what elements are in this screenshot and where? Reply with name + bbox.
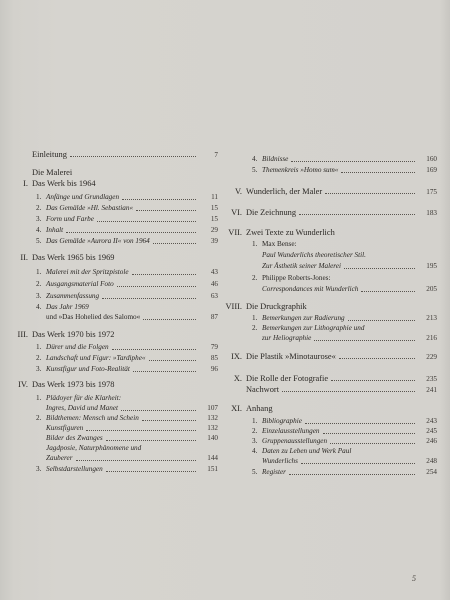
part-heading: Die Malerei — [32, 168, 73, 177]
dot-leader — [153, 243, 196, 244]
toc-page-number: 229 — [426, 353, 437, 361]
toc-entry-title: Plädoyer für die Klarheit: — [46, 394, 122, 402]
dot-leader — [70, 156, 196, 157]
toc-page-number: 107 — [207, 404, 218, 412]
item-number: 3. — [36, 292, 42, 300]
toc-page-number: 87 — [210, 313, 218, 321]
dot-leader — [314, 340, 415, 341]
section-roman-numeral: III. — [17, 330, 28, 339]
section-title-with-page: Wunderlich, der Maler — [246, 187, 323, 196]
toc-page-number: 46 — [210, 280, 218, 288]
toc-entry-title: Paul Wunderlichs theoretischer Stil. — [262, 251, 366, 259]
dot-leader — [112, 349, 196, 350]
dot-leader — [325, 193, 415, 194]
section-title-with-page: Die Zeichnung — [246, 208, 297, 217]
dot-leader — [106, 440, 196, 441]
item-number: 3. — [36, 465, 42, 473]
toc-entry-title: Wunderlichs — [262, 457, 298, 465]
section-title: Das Werk 1965 bis 1969 — [32, 253, 115, 262]
toc-entry-title: Register — [262, 468, 286, 476]
toc-entry-title: Bibliographie — [262, 417, 302, 425]
toc-entry-title: Form und Farbe — [46, 215, 94, 223]
toc-entry-title: Ingres, David und Manet — [46, 404, 118, 412]
toc-entry-title: Bemerkungen zur Lithographie und — [262, 324, 365, 332]
toc-entry-title: Kunstfigur und Foto-Realität — [46, 365, 130, 373]
dot-leader — [348, 320, 415, 321]
section-roman-numeral: VIII. — [225, 302, 242, 311]
dot-leader — [133, 371, 196, 372]
dot-leader — [106, 471, 196, 472]
section-roman-numeral: IV. — [18, 380, 28, 389]
toc-entry-title: Daten zu Leben und Werk Paul — [262, 447, 352, 455]
toc-entry-title: Kunstfiguren — [46, 424, 84, 432]
toc-entry-title: Ausgangsmaterial Foto — [46, 280, 114, 288]
section-roman-numeral: I. — [23, 179, 28, 188]
section-roman-numeral: V. — [234, 187, 242, 196]
section-roman-numeral: II. — [20, 253, 28, 262]
item-number: 2. — [36, 414, 42, 422]
item-number: 4. — [36, 303, 42, 311]
toc-entry-title: Landschaft und Figur: »Tardiphe« — [46, 354, 146, 362]
dot-leader — [97, 221, 196, 222]
item-number: 2. — [36, 354, 42, 362]
toc-page-number: 246 — [426, 437, 437, 445]
section-roman-numeral: VII. — [228, 228, 242, 237]
item-number: 2. — [252, 274, 258, 282]
item-number: 1. — [252, 314, 258, 322]
dot-leader — [291, 161, 415, 162]
toc-entry-title: Anfänge und Grundlagen — [46, 193, 120, 201]
toc-entry-title: Max Bense: — [262, 240, 297, 248]
toc-page-number: 248 — [426, 457, 437, 465]
toc-page-number: 15 — [210, 204, 218, 212]
item-number: 2. — [252, 324, 258, 332]
section-title: Das Werk 1970 bis 1972 — [32, 330, 115, 339]
toc-entry-title: Philippe Roberts-Jones: — [262, 274, 331, 282]
toc-entry-title: Zauberer — [46, 454, 73, 462]
toc-entry-title: Themenkreis »Homo sum« — [262, 166, 339, 174]
section-roman-numeral: XI. — [231, 404, 242, 413]
toc-page-number: 160 — [426, 155, 437, 163]
toc-entry-title: Inhalt — [46, 226, 64, 234]
toc-page-number: 43 — [210, 268, 218, 276]
item-number: 3. — [36, 215, 42, 223]
dot-leader — [136, 210, 196, 211]
dot-leader — [102, 298, 196, 299]
toc-page-number: 216 — [426, 334, 437, 342]
dot-leader — [330, 443, 415, 444]
toc-page-number: 11 — [211, 193, 218, 201]
toc-entry-title: Correspondances mit Wunderlich — [262, 285, 359, 293]
item-number: 1. — [36, 343, 42, 351]
item-number: 1. — [36, 268, 42, 276]
toc-page-number: 205 — [426, 285, 437, 293]
toc-page-number: 235 — [426, 375, 437, 383]
toc-page-number: 39 — [210, 237, 218, 245]
dot-leader — [299, 214, 415, 215]
toc-page-number: 175 — [426, 188, 437, 196]
toc-entry-title: Gruppenausstellungen — [262, 437, 328, 445]
dot-leader — [142, 420, 196, 421]
dot-leader — [282, 391, 415, 392]
toc-page-number: 254 — [426, 468, 437, 476]
toc-entry-title: Bemerkungen zur Radierung — [262, 314, 345, 322]
toc-page-number: 15 — [210, 215, 218, 223]
toc-entry-title: Selbstdarstellungen — [46, 465, 103, 473]
toc-entry-title: Einzelausstellungen — [262, 427, 320, 435]
dot-leader — [344, 268, 415, 269]
toc-page-number: 144 — [207, 454, 218, 462]
toc-entry-title: Malerei mit der Spritzpistole — [46, 268, 129, 276]
dot-leader — [122, 199, 196, 200]
toc-entry-title: Bildnisse — [262, 155, 289, 163]
toc-page-number: 132 — [207, 414, 218, 422]
toc-page-number: 241 — [426, 386, 437, 394]
dot-leader — [361, 291, 415, 292]
dot-leader — [76, 460, 196, 461]
toc-page-number: 140 — [207, 434, 218, 442]
section-title: Die Druckgraphik — [246, 302, 307, 311]
toc-page-number: 169 — [426, 166, 437, 174]
page-number: 5 — [412, 574, 416, 583]
toc-entry-title: Bildthemen: Mensch und Schein — [46, 414, 139, 422]
section-roman-numeral: IX. — [231, 352, 242, 361]
section-title: Das Werk bis 1964 — [32, 179, 96, 188]
toc-page-number: 243 — [426, 417, 437, 425]
dot-leader — [143, 319, 196, 320]
dot-leader — [323, 433, 415, 434]
item-number: 1. — [252, 417, 258, 425]
item-number: 4. — [252, 155, 258, 163]
toc-page-number: 195 — [426, 262, 437, 270]
dot-leader — [121, 410, 196, 411]
toc-page-number: 96 — [210, 365, 218, 373]
item-number: 4. — [252, 447, 258, 455]
toc-entry-title: zur Heliographie — [262, 334, 312, 342]
dot-leader — [289, 474, 415, 475]
toc-entry-title: Das Gemälde »Hl. Sebastian« — [46, 204, 134, 212]
item-number: 4. — [36, 226, 42, 234]
section-title: Das Werk 1973 bis 1978 — [32, 380, 115, 389]
dot-leader — [301, 463, 415, 464]
toc-entry-title: Das Gemälde »Aurora II« von 1964 — [46, 237, 150, 245]
toc-entry-title: und »Das Hohelied des Salomo« — [46, 313, 141, 321]
item-number: 2. — [36, 204, 42, 212]
toc-page-number: 245 — [426, 427, 437, 435]
dot-leader — [86, 430, 196, 431]
item-number: 2. — [252, 427, 258, 435]
section-title-with-page: Die Plastik »Minotaurose« — [246, 352, 336, 361]
item-number: 3. — [252, 437, 258, 445]
toc-entry-title: Jagdposie, Naturphänomene und — [46, 444, 142, 452]
toc-page-number: 63 — [210, 292, 218, 300]
item-number: 5. — [252, 166, 258, 174]
dot-leader — [341, 172, 415, 173]
section-title: Anhang — [246, 404, 273, 413]
item-number: 5. — [36, 237, 42, 245]
toc-page-number: 132 — [207, 424, 218, 432]
item-number: 5. — [252, 468, 258, 476]
toc-page-number: 79 — [210, 343, 218, 351]
item-number: 3. — [36, 365, 42, 373]
section-title-with-page: Die Rolle der Fotografie — [246, 374, 329, 383]
item-number: 1. — [252, 240, 258, 248]
section-roman-numeral: X. — [233, 374, 242, 383]
dot-leader — [305, 423, 415, 424]
item-number: 1. — [36, 394, 42, 402]
toc-page-number: 151 — [207, 465, 218, 473]
toc-entry-title: Bilder des Zwanges — [46, 434, 103, 442]
dot-leader — [66, 232, 196, 233]
item-number: 2. — [36, 280, 42, 288]
toc-page-number: 29 — [210, 226, 218, 234]
toc-page-number: 213 — [426, 314, 437, 322]
section-title: Zwei Texte zu Wunderlich — [246, 228, 335, 237]
toc-page-number: 183 — [426, 209, 437, 217]
dot-leader — [117, 286, 196, 287]
dot-leader — [149, 360, 196, 361]
section-roman-numeral: VI. — [231, 208, 242, 217]
dot-leader — [339, 358, 415, 359]
section-title-with-page: Nachwort — [246, 385, 280, 394]
toc-page-number: 7 — [214, 151, 218, 159]
dot-leader — [331, 380, 415, 381]
toc-entry-title: Zusammenfassung — [46, 292, 100, 300]
dot-leader — [132, 274, 196, 275]
toc-entry-title: Dürer und die Folgen — [46, 343, 109, 351]
toc-page-number: 85 — [210, 354, 218, 362]
toc-entry-title: Das Jahr 1969 — [46, 303, 89, 311]
section-title-with-page: Einleitung — [32, 150, 67, 159]
item-number: 1. — [36, 193, 42, 201]
toc-entry-title: Zur Ästhetik seiner Malerei — [262, 262, 341, 270]
